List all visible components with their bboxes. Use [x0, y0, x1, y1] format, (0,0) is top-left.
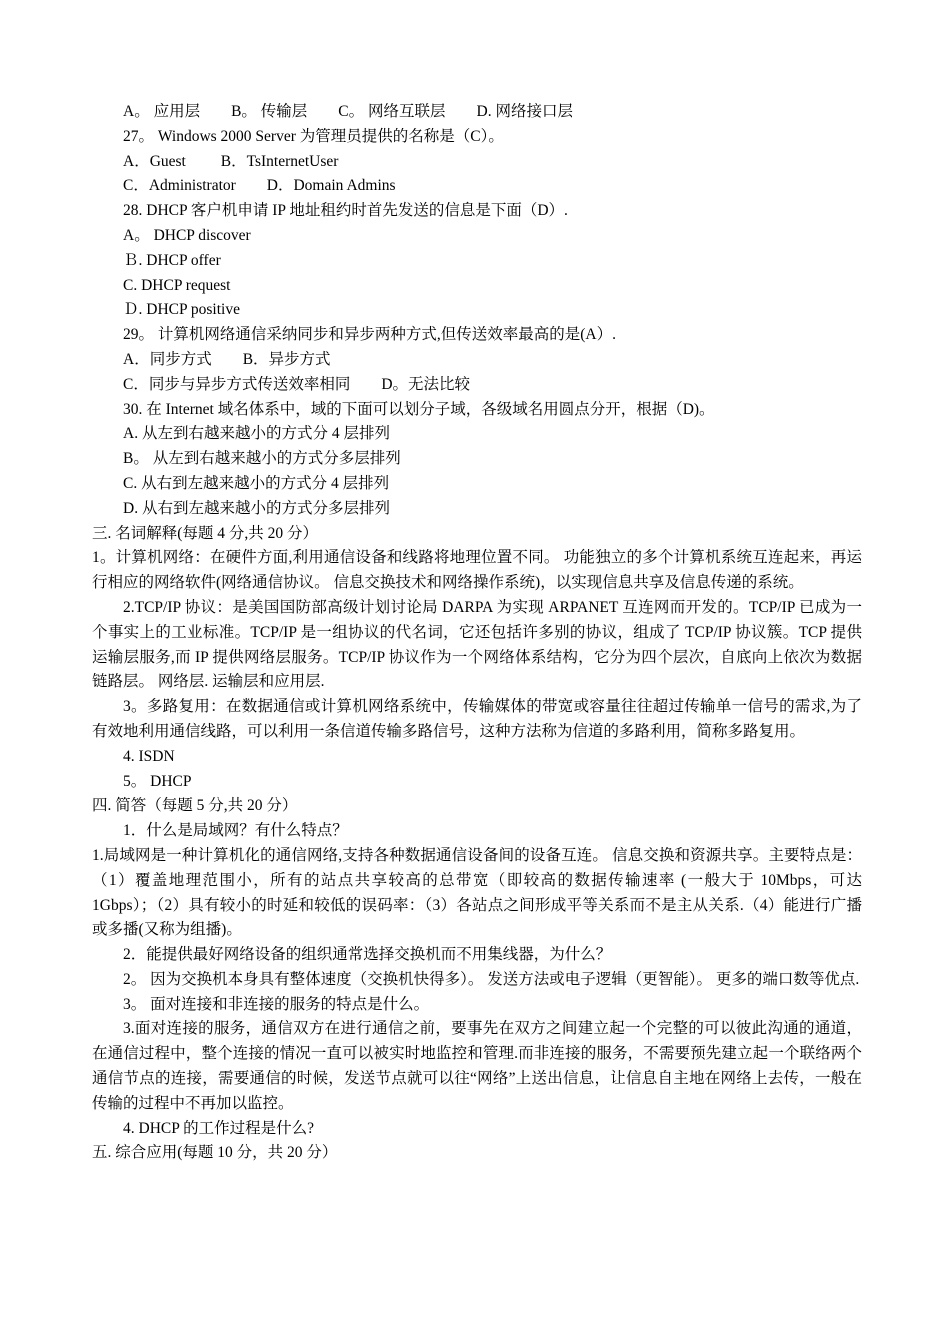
definition-multiplexing: 3。多路复用：在数据通信或计算机网络系统中，传输媒体的带宽或容量往往超过传输单一信号的需求,为了有效地利用通信线路，可以利用一条信道传输多路信号，这种方法称为信道的多路利用，简称多路复用。 — [92, 698, 862, 740]
q29-question: 29。 计算机网络通信采纳同步和异步两种方式,但传送效率最高的是(A）. — [123, 326, 616, 344]
q26-options: A。 应用层 B。 传输层 C。 网络互联层 D. 网络接口层 — [123, 103, 573, 120]
section4-heading: 四. 简答（每题 5 分,共 20 分） — [92, 797, 298, 815]
q28-question: 28. DHCP 客户机申请 IP 地址租约时首先发送的信息是下面（D）. — [123, 202, 568, 220]
short-answer-a1: 1.局域网是一种计算机化的通信网络,支持各种数据通信设备间的设备互连。 信息交换和资源共享。主要特点是：（1）覆盖地理范围小，所有的站点共享较高的总带宽（即较高的数据传输速率 (一般大于 10Mbps，可达 1Gbps）；（2）具有较小的时延和较低的误码率：（3）各站点之间形成平等关系而不是主从关系.（4）能进行广播或多播(又称为组播)。 — [92, 846, 862, 939]
definition-tcp-ip: 2.TCP/IP 协议：是美国国防部高级计划讨论局 DARPA 为实现 ARPANET 互连网而开发的。TCP/IP 已成为一个事实上的工业标准。TCP/IP 是一组协议的代名词，它还包括许多别的协议，组成了 TCP/IP 协议簇。TCP 提供运输层服务,而 IP 提供网络层服务。TCP/IP 协议作为一个网络体系结构，它分为四个层次，自底向上依次为数据链路层。 网络层. 运输层和应用层. — [92, 598, 862, 691]
short-answer-q1: 1．什么是局域网？有什么特点？ — [123, 822, 348, 840]
q27-options-cd: C．Administrator D．Domain Admins — [123, 177, 396, 195]
section5-heading: 五. 综合应用(每题 10 分，共 20 分） — [92, 1144, 338, 1162]
q30-question: 30. 在 Internet 域名体系中，域的下面可以划分子域，各级域名用圆点分开，根据（D)。 — [123, 400, 715, 418]
document-page — [92, 100, 862, 1166]
definition-computer-network: 1。计算机网络：在硬件方面,利用通信设备和线路将地理位置不同。 功能独立的多个计算机系统互连起来，再运行相应的网络软件(网络通信协议。 信息交换技术和网络操作系统)，以实现信息共享及信息传递的系统。 — [92, 549, 862, 592]
q28-option-a: A。 DHCP discover — [123, 226, 251, 244]
q28-option-c: C. DHCP request — [123, 276, 231, 294]
q30-option-d: D. 从右到左越来越小的方式分多层排列 — [123, 499, 390, 517]
q30-option-a: A. 从左到右越来越小的方式分 4 层排列 — [123, 425, 390, 443]
q27-question: 27。 Windows 2000 Server 为管理员提供的名称是（C）。 — [123, 127, 504, 145]
short-answer-q4: 4. DHCP 的工作过程是什么? — [123, 1119, 315, 1137]
q28-option-b: Ｂ. DHCP offer — [123, 251, 221, 269]
section3-heading: 三. 名词解释(每题 4 分,共 20 分） — [92, 524, 319, 542]
q27-options-ab: A．Guest B．TsInternetUser — [123, 152, 339, 170]
q28-option-d: Ｄ. DHCP positive — [123, 301, 240, 319]
q29-options-ab: A．同步方式 B．异步方式 — [123, 350, 331, 368]
q30-option-b: B。 从左到右越来越小的方式分多层排列 — [123, 450, 401, 468]
short-answer-q2: 2．能提供最好网络设备的组织通常选择交换机而不用集线器，为什么？ — [123, 946, 612, 964]
q30-option-c: C. 从右到左越来越小的方式分 4 层排列 — [123, 474, 390, 492]
short-answer-a3: 3.面对连接的服务，通信双方在进行通信之前，要事先在双方之间建立起一个完整的可以彼此沟通的通道，在通信过程中，整个连接的情况一直可以被实时地监控和管理.而非连接的服务，不需要预先建立起一个联络两个通信节点的连接，需要通信的时候，发送节点就可以往“网络”上送出信息，让信息自主地在网络上去传，一般在传输的过程中不再加以监控。 — [92, 1020, 862, 1112]
definition-isdn: 4. ISDN — [123, 747, 175, 765]
q29-options-cd: C．同步与异步方式传送效率相同 D。无法比较 — [123, 375, 471, 393]
definition-dhcp: 5。 DHCP — [123, 772, 192, 790]
short-answer-a2: 2。 因为交换机本身具有整体速度（交换机快得多）。 发送方法或电子逻辑（更智能）。 更多的端口数等优点. — [123, 970, 860, 988]
short-answer-q3: 3。 面对连接和非连接的服务的特点是什么。 — [123, 995, 430, 1013]
